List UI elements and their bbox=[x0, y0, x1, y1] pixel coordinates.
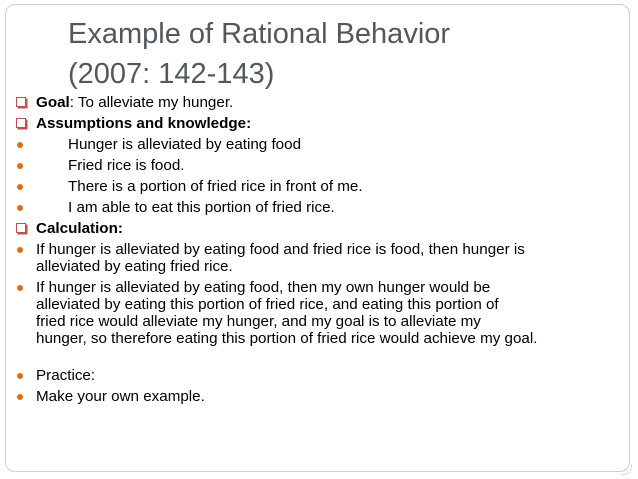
checkbox-bullet-icon bbox=[14, 115, 30, 132]
assumption-text: Fried rice is food. bbox=[68, 157, 185, 174]
round-bullet-icon bbox=[14, 136, 30, 153]
practice-text: Practice: bbox=[36, 367, 96, 384]
goal-text: : To alleviate my hunger. bbox=[69, 94, 234, 111]
calculation-item bbox=[14, 279, 619, 347]
calculation-2-line-2: alleviated by eating this portion of fried rice, and eating this portion of bbox=[36, 296, 499, 313]
assumptions-heading-item bbox=[14, 115, 619, 132]
round-bullet-icon bbox=[14, 388, 30, 405]
calculation-2-line-4: hunger, so therefore eating this portion of fried rice would achieve my goal. bbox=[36, 330, 538, 347]
title-line-2: (2007: 142-143) bbox=[68, 58, 275, 90]
round-bullet-icon bbox=[14, 157, 30, 174]
assumption-text: Hunger is alleviated by eating food bbox=[68, 136, 302, 153]
slide-title bbox=[68, 14, 588, 94]
checkbox-bullet-icon bbox=[14, 94, 30, 111]
goal-item bbox=[14, 94, 619, 111]
round-bullet-icon bbox=[14, 178, 30, 195]
practice-item bbox=[14, 367, 619, 384]
assumption-text: There is a portion of fried rice in front of me. bbox=[68, 178, 363, 195]
slide-body bbox=[14, 94, 619, 405]
calculation-1-line-1: If hunger is alleviated by eating food and fried rice is food, then hunger is bbox=[36, 241, 525, 258]
calculation-1-line-2: alleviated by eating fried rice. bbox=[36, 258, 233, 275]
round-bullet-icon bbox=[14, 279, 30, 296]
slide-corner-decoration bbox=[621, 464, 632, 475]
make-example-item bbox=[14, 388, 619, 405]
assumption-item bbox=[14, 178, 619, 195]
calculation-heading-item bbox=[14, 220, 619, 237]
round-bullet-icon bbox=[14, 199, 30, 216]
goal-label: Goal bbox=[36, 94, 70, 111]
calculation-2-line-1: If hunger is alleviated by eating food, then my own hunger would be bbox=[36, 279, 491, 296]
calculation-2-line-3: fried rice would alleviate my hunger, and my goal is to alleviate my bbox=[36, 313, 481, 330]
title-line-1: Example of Rational Behavior bbox=[68, 18, 451, 50]
assumptions-label: Assumptions and knowledge: bbox=[36, 115, 252, 132]
checkbox-bullet-icon bbox=[14, 220, 30, 237]
round-bullet-icon bbox=[14, 241, 30, 258]
assumption-item bbox=[14, 157, 619, 174]
assumption-text: I am able to eat this portion of fried rice. bbox=[68, 199, 335, 216]
assumption-item bbox=[14, 199, 619, 216]
calculation-label: Calculation: bbox=[36, 220, 123, 237]
round-bullet-icon bbox=[14, 367, 30, 384]
calculation-item bbox=[14, 241, 619, 275]
assumption-item bbox=[14, 136, 619, 153]
make-example-text: Make your own example. bbox=[36, 388, 205, 405]
